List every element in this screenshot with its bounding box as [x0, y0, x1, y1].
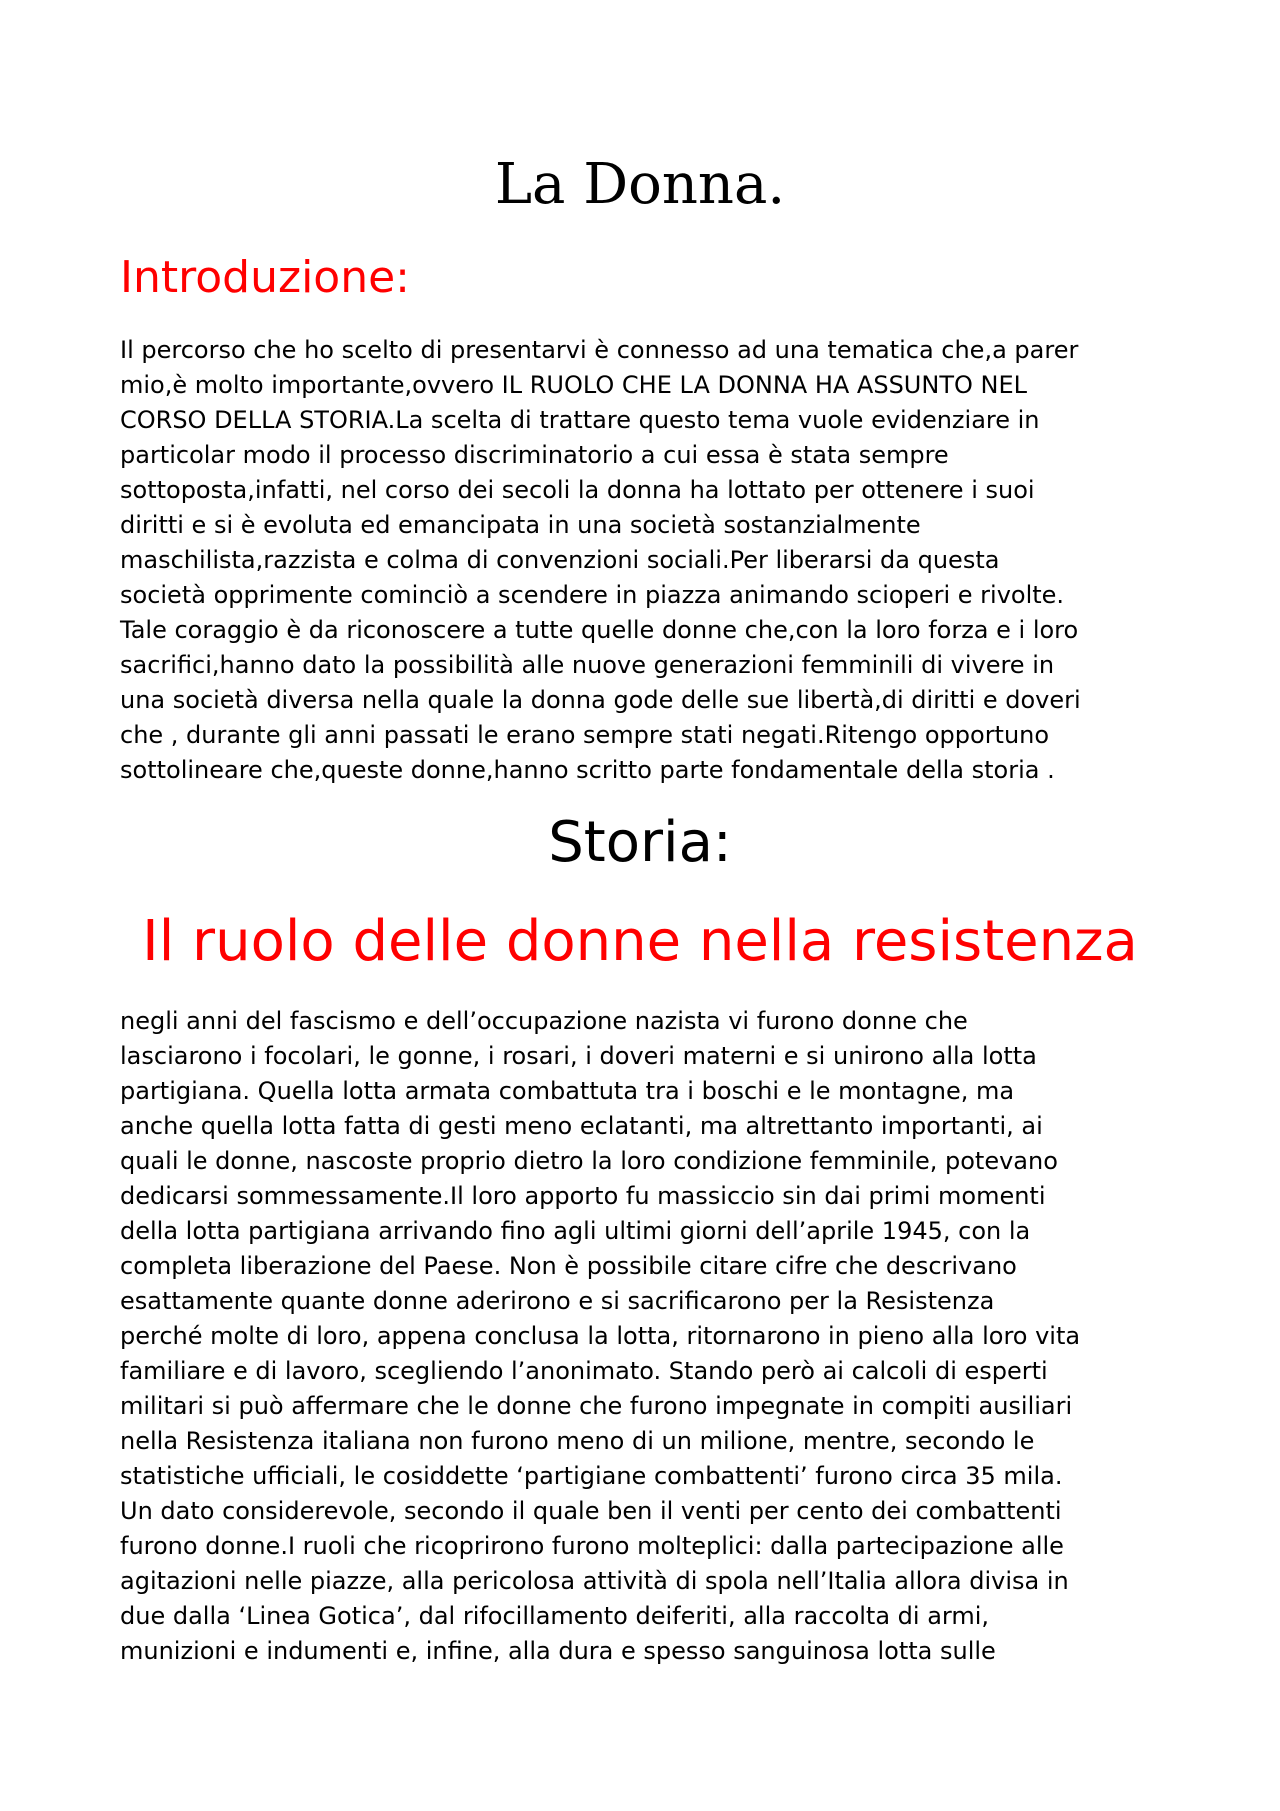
storia-line: perché molte di loro, appena conclusa la lotta, ritornarono in pieno alla loro vita	[120, 1322, 1081, 1350]
storia-line: della lotta partigiana arrivando fino agli ultimi giorni dell’aprile 1945, con la	[120, 1217, 1031, 1245]
storia-line: munizioni e indumenti e, infine, alla dura e spesso sanguinosa lotta sulle	[120, 1637, 996, 1665]
storia-line: agitazioni nelle piazze, alla pericolosa attività di spola nell’Italia allora divisa in	[120, 1567, 1069, 1595]
storia-line: due dalla ‘Linea Gotica’, dal rifocillamento deiferiti, alla raccolta di armi,	[120, 1602, 990, 1630]
subsection-heading-resistenza: Il ruolo delle donne nella resistenza	[142, 909, 1138, 974]
intro-line: sacrifici,hanno dato la possibilità alle nuove generazioni femminili di vivere in	[120, 651, 1055, 679]
storia-line: familiare e di lavoro, scegliendo l’anonimato. Stando però ai calcoli di esperti	[120, 1357, 1048, 1385]
storia-line: partigiana. Quella lotta armata combattuta tra i boschi e le montagne, ma	[120, 1077, 1015, 1105]
intro-line: società opprimente cominciò a scendere in piazza animando scioperi e rivolte.	[120, 581, 1065, 609]
intro-line: sottolineare che,queste donne,hanno scritto parte fondamentale della storia .	[120, 756, 1055, 784]
storia-paragraph	[120, 1004, 1180, 1669]
intro-line: che , durante gli anni passati le erano sempre stati negati.Ritengo opportuno	[120, 721, 1050, 749]
storia-line: furono donne.I ruoli che ricoprirono furono molteplici: dalla partecipazione alle	[120, 1532, 1064, 1560]
intro-line: maschilista,razzista e colma di convenzioni sociali.Per liberarsi da questa	[120, 546, 1000, 574]
storia-line: Un dato considerevole, secondo il quale ben il venti per cento dei combattenti	[120, 1497, 1062, 1525]
storia-line: dedicarsi sommessamente.Il loro apporto fu massiccio sin dai primi momenti	[120, 1182, 1046, 1210]
storia-line: quali le donne, nascoste proprio dietro la loro condizione femminile, potevano	[120, 1147, 1058, 1175]
intro-line: mio,è molto importante,ovvero IL RUOLO CHE LA DONNA HA ASSUNTO NEL	[120, 371, 1027, 399]
storia-line: militari si può affermare che le donne che furono impegnate in compiti ausiliari	[120, 1392, 1073, 1420]
storia-line: statistiche ufficiali, le cosiddette ‘partigiane combattenti’ furono circa 35 mila.	[120, 1462, 1063, 1490]
intro-paragraph	[120, 333, 1180, 788]
intro-line: Il percorso che ho scelto di presentarvi è connesso ad una tematica che,a parer	[120, 336, 1079, 364]
document-title: La Donna.	[494, 152, 786, 217]
storia-line: negli anni del fascismo e dell’occupazione nazista vi furono donne che	[120, 1007, 968, 1035]
intro-line: sottoposta,infatti, nel corso dei secoli la donna ha lottato per ottenere i suoi	[120, 476, 1035, 504]
storia-line: nella Resistenza italiana non furono meno di un milione, mentre, secondo le	[120, 1427, 1035, 1455]
section-heading-storia: Storia:	[548, 810, 732, 875]
intro-line: CORSO DELLA STORIA.La scelta di trattare questo tema vuole evidenziare in	[120, 406, 1040, 434]
intro-line: particolar modo il processo discriminatorio a cui essa è stata sempre	[120, 441, 949, 469]
storia-line: completa liberazione del Paese. Non è possibile citare cifre che descrivano	[120, 1252, 1017, 1280]
intro-line: diritti e si è evoluta ed emancipata in una società sostanzialmente	[120, 511, 921, 539]
storia-line: lasciarono i focolari, le gonne, i rosari, i doveri materni e si unirono alla lotta	[120, 1042, 1037, 1070]
intro-line: Tale coraggio è da riconoscere a tutte quelle donne che,con la loro forza e i loro	[120, 616, 1079, 644]
storia-line: esattamente quante donne aderirono e si sacrificarono per la Resistenza	[120, 1287, 995, 1315]
intro-heading: Introduzione:	[120, 252, 410, 303]
intro-line: una società diversa nella quale la donna gode delle sue libertà,di diritti e doveri	[120, 686, 1081, 714]
storia-line: anche quella lotta fatta di gesti meno eclatanti, ma altrettanto importanti, ai	[120, 1112, 1043, 1140]
